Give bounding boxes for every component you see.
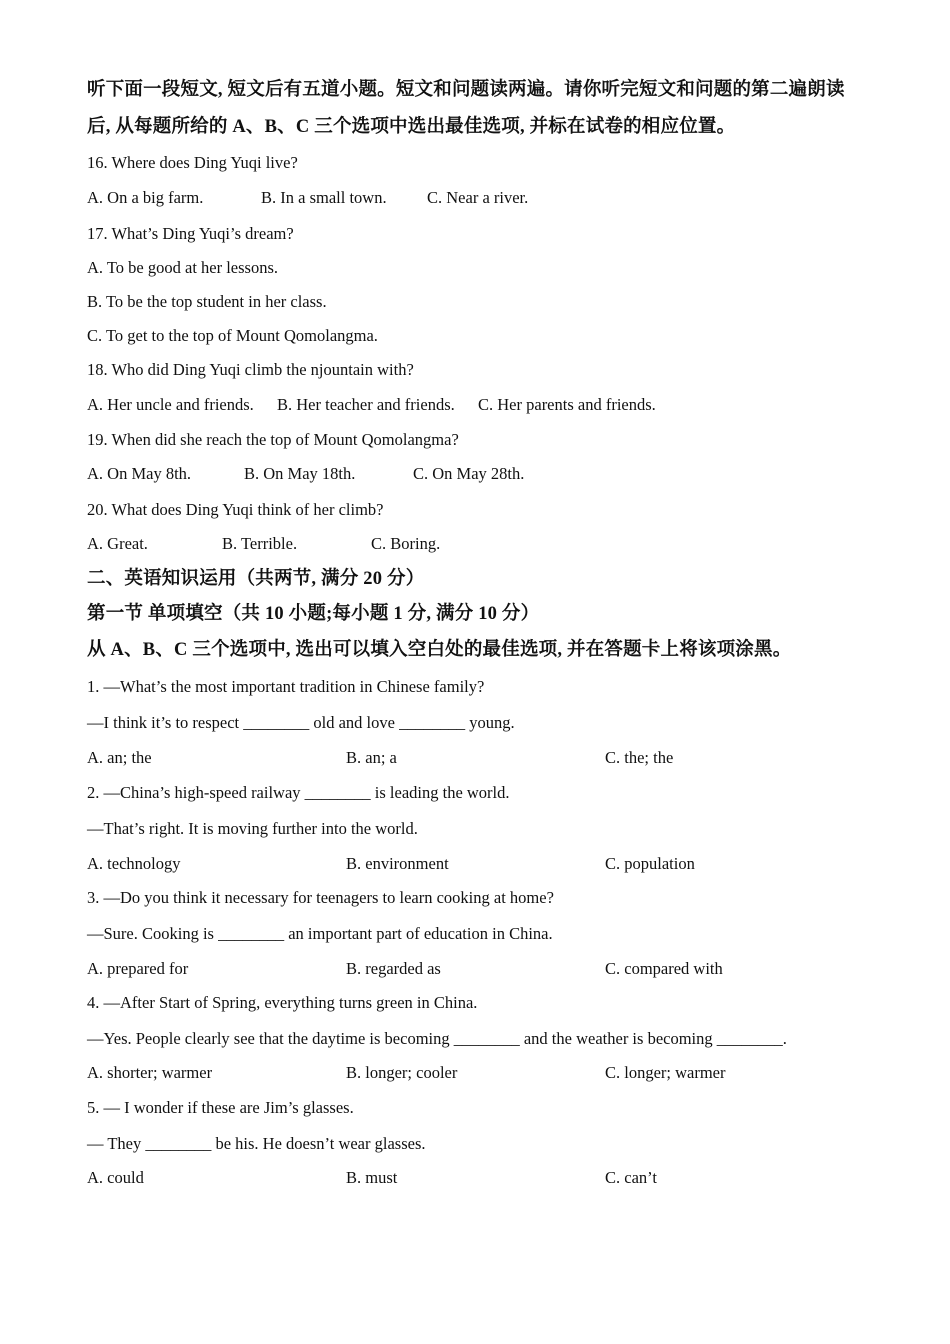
question-line: —That’s right. It is moving further into the world. xyxy=(87,819,418,838)
question-stem: 18. Who did Ding Yuqi climb the njountain with? xyxy=(87,360,414,379)
option-b: B. On May 18th. xyxy=(244,464,356,483)
option-c: C. compared with xyxy=(605,959,723,978)
option-c: C. population xyxy=(605,854,695,873)
option-a: A. Her uncle and friends. xyxy=(87,395,254,414)
option-b: B. must xyxy=(346,1168,398,1187)
question-line: —I think it’s to respect ________ old and love ________ young. xyxy=(87,713,515,732)
option-c: C. To get to the top of Mount Qomolangma. xyxy=(87,326,378,345)
listening-instruction-line-2: 后, 从每题所给的 A、B、C 三个选项中选出最佳选项, 并标在试卷的相应位置。 xyxy=(87,117,736,137)
option-b: B. environment xyxy=(346,854,449,873)
option-b: B. In a small town. xyxy=(261,188,387,207)
question-stem: 16. Where does Ding Yuqi live? xyxy=(87,153,298,172)
question-stem: 20. What does Ding Yuqi think of her climb? xyxy=(87,500,384,519)
option-c: C. can’t xyxy=(605,1168,657,1187)
option-b: B. Terrible. xyxy=(222,534,298,553)
question-line: 1. —What’s the most important tradition in Chinese family? xyxy=(87,677,485,696)
option-a: A. technology xyxy=(87,854,181,873)
question-line: 5. — I wonder if these are Jim’s glasses. xyxy=(87,1098,354,1117)
question-line: —Yes. People clearly see that the daytime is becoming ________ and the weather is becoming ________. xyxy=(87,1029,787,1048)
question-line: 2. —China’s high-speed railway ________ is leading the world. xyxy=(87,783,510,802)
option-a: A. On a big farm. xyxy=(87,188,204,207)
question-stem: 17. What’s Ding Yuqi’s dream? xyxy=(87,224,294,243)
section-instruction: 从 A、B、C 三个选项中, 选出可以填入空白处的最佳选项, 并在答题卡上将该项涂黑。 xyxy=(87,640,792,660)
option-b: B. Her teacher and friends. xyxy=(277,395,455,414)
part-heading: 第一节 单项填空（共 10 小题;每小题 1 分, 满分 10 分） xyxy=(87,604,540,624)
question-line: —Sure. Cooking is ________ an important part of education in China. xyxy=(87,924,553,943)
option-c: C. the; the xyxy=(605,748,674,767)
question-line: 3. —Do you think it necessary for teenagers to learn cooking at home? xyxy=(87,888,554,907)
question-stem: 19. When did she reach the top of Mount Qomolangma? xyxy=(87,430,459,449)
option-b: B. regarded as xyxy=(346,959,441,978)
option-c: C. longer; warmer xyxy=(605,1063,726,1082)
option-a: A. To be good at her lessons. xyxy=(87,258,279,277)
option-c: C. Boring. xyxy=(371,534,441,553)
option-a: A. an; the xyxy=(87,748,152,767)
option-b: B. an; a xyxy=(346,748,397,767)
option-a: A. prepared for xyxy=(87,959,189,978)
option-b: B. To be the top student in her class. xyxy=(87,292,327,311)
listening-instruction-line-1: 听下面一段短文, 短文后有五道小题。短文和问题读两遍。请你听完短文和问题的第二遍朗读 xyxy=(87,80,845,100)
question-line: — They ________ be his. He doesn’t wear glasses. xyxy=(87,1134,426,1153)
option-a: A. shorter; warmer xyxy=(87,1063,213,1082)
option-a: A. Great. xyxy=(87,534,148,553)
section-heading: 二、英语知识运用（共两节, 满分 20 分） xyxy=(87,569,425,589)
option-c: C. Near a river. xyxy=(427,188,529,207)
option-c: C. Her parents and friends. xyxy=(478,395,656,414)
option-b: B. longer; cooler xyxy=(346,1063,458,1082)
option-a: A. could xyxy=(87,1168,144,1187)
option-c: C. On May 28th. xyxy=(413,464,525,483)
option-a: A. On May 8th. xyxy=(87,464,192,483)
question-line: 4. —After Start of Spring, everything turns green in China. xyxy=(87,993,478,1012)
